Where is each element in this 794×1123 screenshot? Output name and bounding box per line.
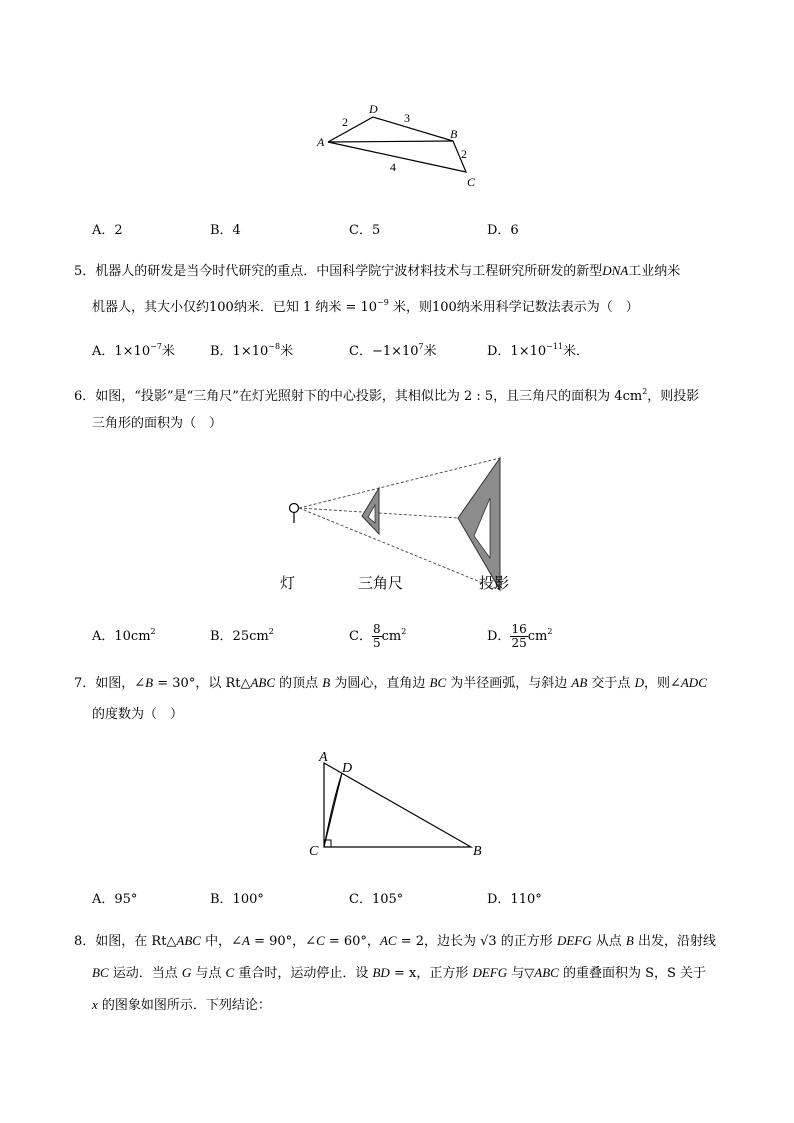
q7-label-b: B: [473, 844, 482, 859]
q8-v-defg: DEFG: [556, 933, 592, 948]
q7-option-a[interactable]: A．95°: [92, 892, 138, 907]
q5-option-c[interactable]: [349, 340, 437, 359]
q6-option-b-exp: 2: [268, 627, 274, 636]
q8-t5: = 2，边长为 √3 的正方形: [396, 934, 557, 949]
q7-option-b[interactable]: B．100°: [210, 892, 264, 907]
q6-option-c-exp: 2: [401, 627, 407, 636]
q8-v-bc: BC: [92, 965, 109, 980]
q6-option-d-num: 16: [511, 622, 527, 636]
q7-t7: ，则∠: [643, 676, 681, 691]
q6-option-c[interactable]: [349, 615, 406, 654]
q8-t10: 重合时，运动停止．设: [234, 966, 373, 981]
q8-v-defg2: DEFG: [472, 965, 508, 980]
q7-t5: 为半径画弧，与斜边: [446, 676, 572, 691]
q8-t4: = 60°，: [324, 934, 380, 949]
q8-t8: 运动．当点: [108, 966, 182, 981]
q6-figure: [280, 450, 520, 610]
lamp-icon: [290, 504, 299, 513]
q6-option-c-unit: cm: [381, 629, 402, 644]
q5-option-a[interactable]: [92, 340, 175, 359]
q7-line-1: [74, 674, 707, 693]
q8-t11: = x，正方形: [389, 966, 473, 981]
q8-v-ac: AC: [379, 933, 397, 948]
q6-option-c-fraction: [372, 623, 382, 650]
q4-label-c: C: [467, 175, 476, 189]
q5-line-1-end: 工业纳米: [628, 264, 681, 279]
q8-t1: 8．如图，在 Rt△: [74, 934, 177, 949]
q8-t13: 的重叠面积为 S，S 关于: [558, 966, 707, 981]
q7-v-d: D: [634, 675, 644, 690]
q7-option-d[interactable]: D．110°: [487, 892, 542, 907]
q4-label-a: A: [317, 135, 325, 149]
q4-option-a[interactable]: A．2: [92, 223, 123, 238]
q7-v-adc: ADC: [680, 675, 707, 690]
q4-len-bc: 2: [461, 147, 467, 161]
q4-figure-diagonal: [328, 141, 453, 142]
q5-option-d-unit: 米．: [563, 344, 590, 359]
q4-len-db: 3: [404, 111, 410, 125]
q5-option-b-exp: −8: [268, 342, 281, 351]
q6-option-b-text: B．25cm: [210, 629, 269, 644]
q6-line-2: 三角形的面积为（ ）: [92, 416, 223, 431]
q7-t6: 交于点: [587, 676, 635, 691]
q8-t3: = 90°，∠: [249, 934, 317, 949]
q7-v-ab: AB: [571, 675, 588, 690]
q6-option-a[interactable]: [92, 625, 156, 644]
q6-option-d-unit: cm: [527, 629, 548, 644]
q8-v-g: G: [181, 965, 192, 980]
q7-line-2: 的度数为（ ）: [92, 707, 184, 722]
q6-option-c-den: 5: [372, 636, 381, 650]
q7-t4: 为圆心，直角边: [330, 676, 430, 691]
q5-line-2-exp: −9: [377, 298, 389, 307]
q8-t7: 出发，沿射线: [633, 934, 716, 949]
q5-option-b-pre: B．1×10: [210, 344, 269, 359]
q7-option-c[interactable]: C．105°: [349, 892, 404, 907]
label-lamp: 灯: [280, 574, 296, 592]
q8-t2: 中，∠: [200, 934, 243, 949]
q5-option-c-exp: 7: [418, 342, 424, 351]
q6-line-1: [74, 383, 699, 406]
q8-v-c2: C: [225, 965, 235, 980]
q7-segment-cd: [324, 773, 342, 847]
q6-option-d-label: D．: [487, 629, 511, 644]
q7-v-bc: BC: [429, 675, 447, 690]
q8-line-2: [92, 964, 706, 983]
q7-t1: 7．如图，∠: [74, 676, 146, 691]
q7-t3: 的顶点: [275, 676, 323, 691]
q5-option-d[interactable]: [487, 340, 589, 359]
q5-option-c-unit: 米: [423, 344, 437, 359]
q5-option-d-pre: D．1×10: [487, 344, 547, 359]
q6-line-1-exp: 2: [642, 387, 648, 396]
q7-v-b: B: [145, 675, 154, 690]
q4-figure-outline: [328, 117, 466, 172]
q7-figure: [305, 745, 495, 860]
q4-label-d: D: [369, 102, 378, 116]
q8-v-abc2: ABC: [534, 965, 559, 980]
q5-option-b-unit: 米: [280, 344, 294, 359]
q5-option-a-exp: −7: [150, 342, 162, 351]
q6-option-d-exp: 2: [547, 627, 553, 636]
q6-option-d[interactable]: [487, 615, 552, 654]
q7-label-d: D: [342, 761, 353, 776]
label-shadow: 投影: [479, 574, 510, 592]
q6-line-1b: ，则投影: [647, 389, 700, 404]
q7-label-c: C: [309, 844, 319, 859]
q5-line-2a: 机器人，其大小仅约100纳米．已知 1 纳米 = 10: [92, 300, 378, 315]
shadow-triangle: [458, 458, 500, 590]
q8-line-1: [74, 932, 716, 951]
q5-line-2b: 米，则100纳米用科学记数法表示为（ ）: [388, 300, 639, 315]
q4-option-b[interactable]: B．4: [210, 223, 241, 238]
q8-t9: 与点: [191, 966, 226, 981]
q8-t14: 的图象如图所示．下列结论：: [97, 998, 271, 1013]
q6-line-1a: 6．如图，“投影”是“三角尺”在灯光照射下的中心投影，其相似比为 2 : 5，且三角尺的面积为 4cm: [74, 389, 643, 404]
label-ruler: 三角尺: [358, 574, 404, 592]
q5-option-b[interactable]: [210, 340, 293, 359]
q5-option-c-pre: C．−1×10: [349, 344, 419, 359]
q6-option-d-den: 25: [511, 636, 527, 650]
q8-v-x: x: [92, 997, 98, 1012]
q4-option-c[interactable]: C．5: [349, 223, 381, 238]
q5-line-2: [92, 294, 639, 317]
q6-option-d-fraction: [510, 623, 527, 650]
q6-option-c-num: 8: [372, 622, 381, 636]
q7-v-abc: ABC: [250, 675, 276, 690]
q5-option-d-exp: −11: [546, 342, 564, 351]
q8-line-3: [92, 996, 271, 1015]
q8-v-a: A: [242, 933, 250, 948]
q7-v-b2: B: [322, 675, 331, 690]
ruler-triangle: [362, 488, 379, 534]
q5-line-1-text: 5．机器人的研发是当今时代研究的重点．中国科学院宁波材料技术与工程研究所研发的新型: [74, 264, 603, 279]
q4-figure: [310, 98, 490, 193]
q7-label-a: A: [319, 750, 328, 765]
q6-option-b[interactable]: [210, 625, 274, 644]
q6-option-a-exp: 2: [150, 627, 156, 636]
q8-v-abc: ABC: [176, 933, 201, 948]
q4-label-b: B: [450, 127, 458, 141]
q4-len-ad: 2: [342, 115, 348, 129]
q5-option-a-pre: A．1×10: [92, 344, 151, 359]
q8-v-b: B: [625, 933, 634, 948]
q7-t2: = 30°，以 Rt△: [153, 676, 251, 691]
q4-len-ac: 4: [390, 160, 396, 174]
q8-t12: 与▽: [507, 966, 535, 981]
q8-v-c: C: [316, 933, 325, 948]
q4-option-d[interactable]: D．6: [487, 223, 519, 238]
q8-t6: 从点: [591, 934, 626, 949]
q5-dna: DNA: [602, 263, 629, 278]
q8-v-bd: BD: [372, 965, 390, 980]
q5-line-1: [74, 262, 680, 281]
q5-option-a-unit: 米: [161, 344, 175, 359]
q6-option-a-text: A．10cm: [92, 629, 151, 644]
q6-option-c-label: C．: [349, 629, 372, 644]
